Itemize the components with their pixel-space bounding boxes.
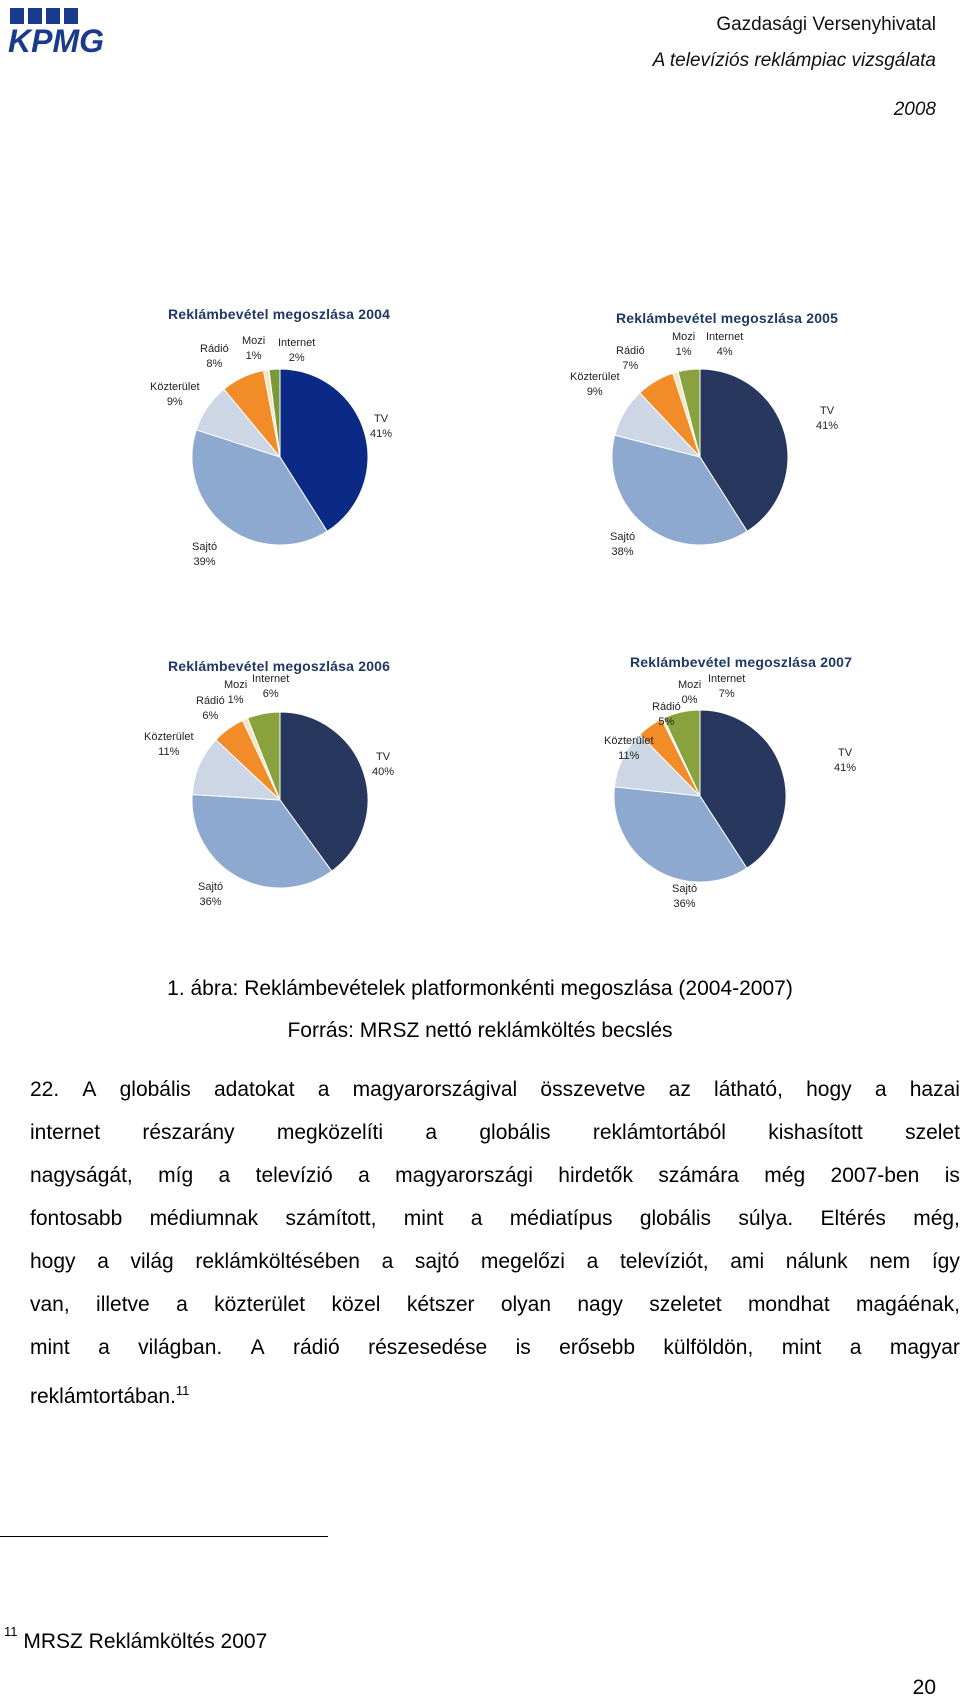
paragraph-line: van, illetve a közterület közel kétszer olyan nagy szeletet mondhat magáénak,	[30, 1293, 960, 1316]
label-radio: Rádió 8%	[200, 343, 229, 370]
label-internet: Internet 2%	[278, 337, 316, 364]
label-mozi: Mozi 1%	[242, 335, 266, 362]
footnote-reference[interactable]: 11	[175, 1383, 190, 1398]
label-kozterulet: Közterület 9%	[150, 381, 200, 408]
chart-title: Reklámbevétel megoszlása 2004	[168, 306, 391, 322]
footnote-separator	[0, 1536, 328, 1537]
label-sajto: Sajtó 38%	[610, 531, 636, 558]
label-kozterulet: Közterület 9%	[570, 371, 620, 398]
label-tv: TV 40%	[372, 751, 395, 778]
label-sajto: Sajtó 36%	[198, 881, 224, 908]
pie-2007-svg	[560, 650, 960, 980]
footnote: $^{11}$ MRSZ Reklámköltés 2007	[4, 1624, 268, 1653]
label-kozterulet: Közterület 11%	[144, 731, 194, 758]
pie-chart-2005	[560, 300, 960, 630]
paragraph-line: hogy a világ reklámköltésében a sajtó megelőzi a televíziót, ami nálunk nem így	[30, 1250, 960, 1273]
label-mozi: Mozi 1%	[224, 679, 248, 706]
chart-title: Reklámbevétel megoszlása 2007	[630, 654, 853, 670]
label-internet: Internet 4%	[706, 331, 744, 358]
kpmg-logo-mark	[4, 4, 122, 56]
paragraph-line: mint a világban. A rádió részesedése is erősebb külföldön, mint a magyar	[30, 1336, 960, 1359]
label-tv: TV 41%	[370, 413, 393, 440]
body-paragraph	[30, 1068, 960, 1418]
label-mozi: Mozi 1%	[672, 331, 696, 358]
pie-chart-2007	[560, 650, 960, 980]
header-report-title: A televíziós reklámpiac vizsgálata	[652, 50, 936, 71]
label-tv: TV 41%	[834, 747, 857, 774]
pie-chart-2004	[140, 300, 570, 630]
label-mozi: Mozi 0%	[678, 679, 702, 706]
figure-caption: 1. ábra: Reklámbevételek platformonkénti megoszlása (2004-2007)	[167, 977, 793, 1000]
paragraph-last-line: reklámtortában.$^{11}$	[30, 1383, 190, 1408]
pie-chart-2006	[140, 650, 570, 980]
paragraph-line: internet részarány megközelíti a globális reklámtortából kishasított szelet	[30, 1121, 960, 1144]
label-radio: Rádió 6%	[196, 695, 225, 722]
label-tv: TV 41%	[816, 405, 839, 432]
page-number: 20	[912, 1676, 936, 1699]
label-radio: Rádió 7%	[616, 345, 645, 372]
header-year: 2008	[893, 99, 936, 120]
paragraph-line: nagyságát, míg a televízió a magyarországi hirdetők számára még 2007-ben is	[30, 1164, 960, 1187]
svg-text:KPMG: KPMG	[8, 23, 104, 56]
paragraph-line: 22. A globális adatokat a magyarországival összevetve az látható, hogy a hazai	[30, 1078, 960, 1101]
chart-title: Reklámbevétel megoszlása 2006	[168, 658, 391, 674]
label-sajto: Sajtó 36%	[672, 883, 698, 910]
label-internet: Internet 7%	[708, 673, 746, 700]
paragraph-line: fontosabb médiumnak számított, mint a médiatípus globális súlya. Eltérés még,	[30, 1207, 960, 1230]
figure-source: Forrás: MRSZ nettó reklámköltés becslés	[287, 1019, 673, 1042]
label-radio: Rádió 5%	[652, 701, 681, 728]
chart-title: Reklámbevétel megoszlása 2005	[616, 310, 839, 326]
label-internet: Internet 6%	[252, 673, 290, 700]
header-org: Gazdasági Versenyhivatal	[716, 14, 936, 35]
label-kozterulet: Közterület 11%	[604, 735, 654, 762]
label-sajto: Sajtó 39%	[192, 541, 218, 568]
kpmg-logo	[4, 4, 122, 56]
